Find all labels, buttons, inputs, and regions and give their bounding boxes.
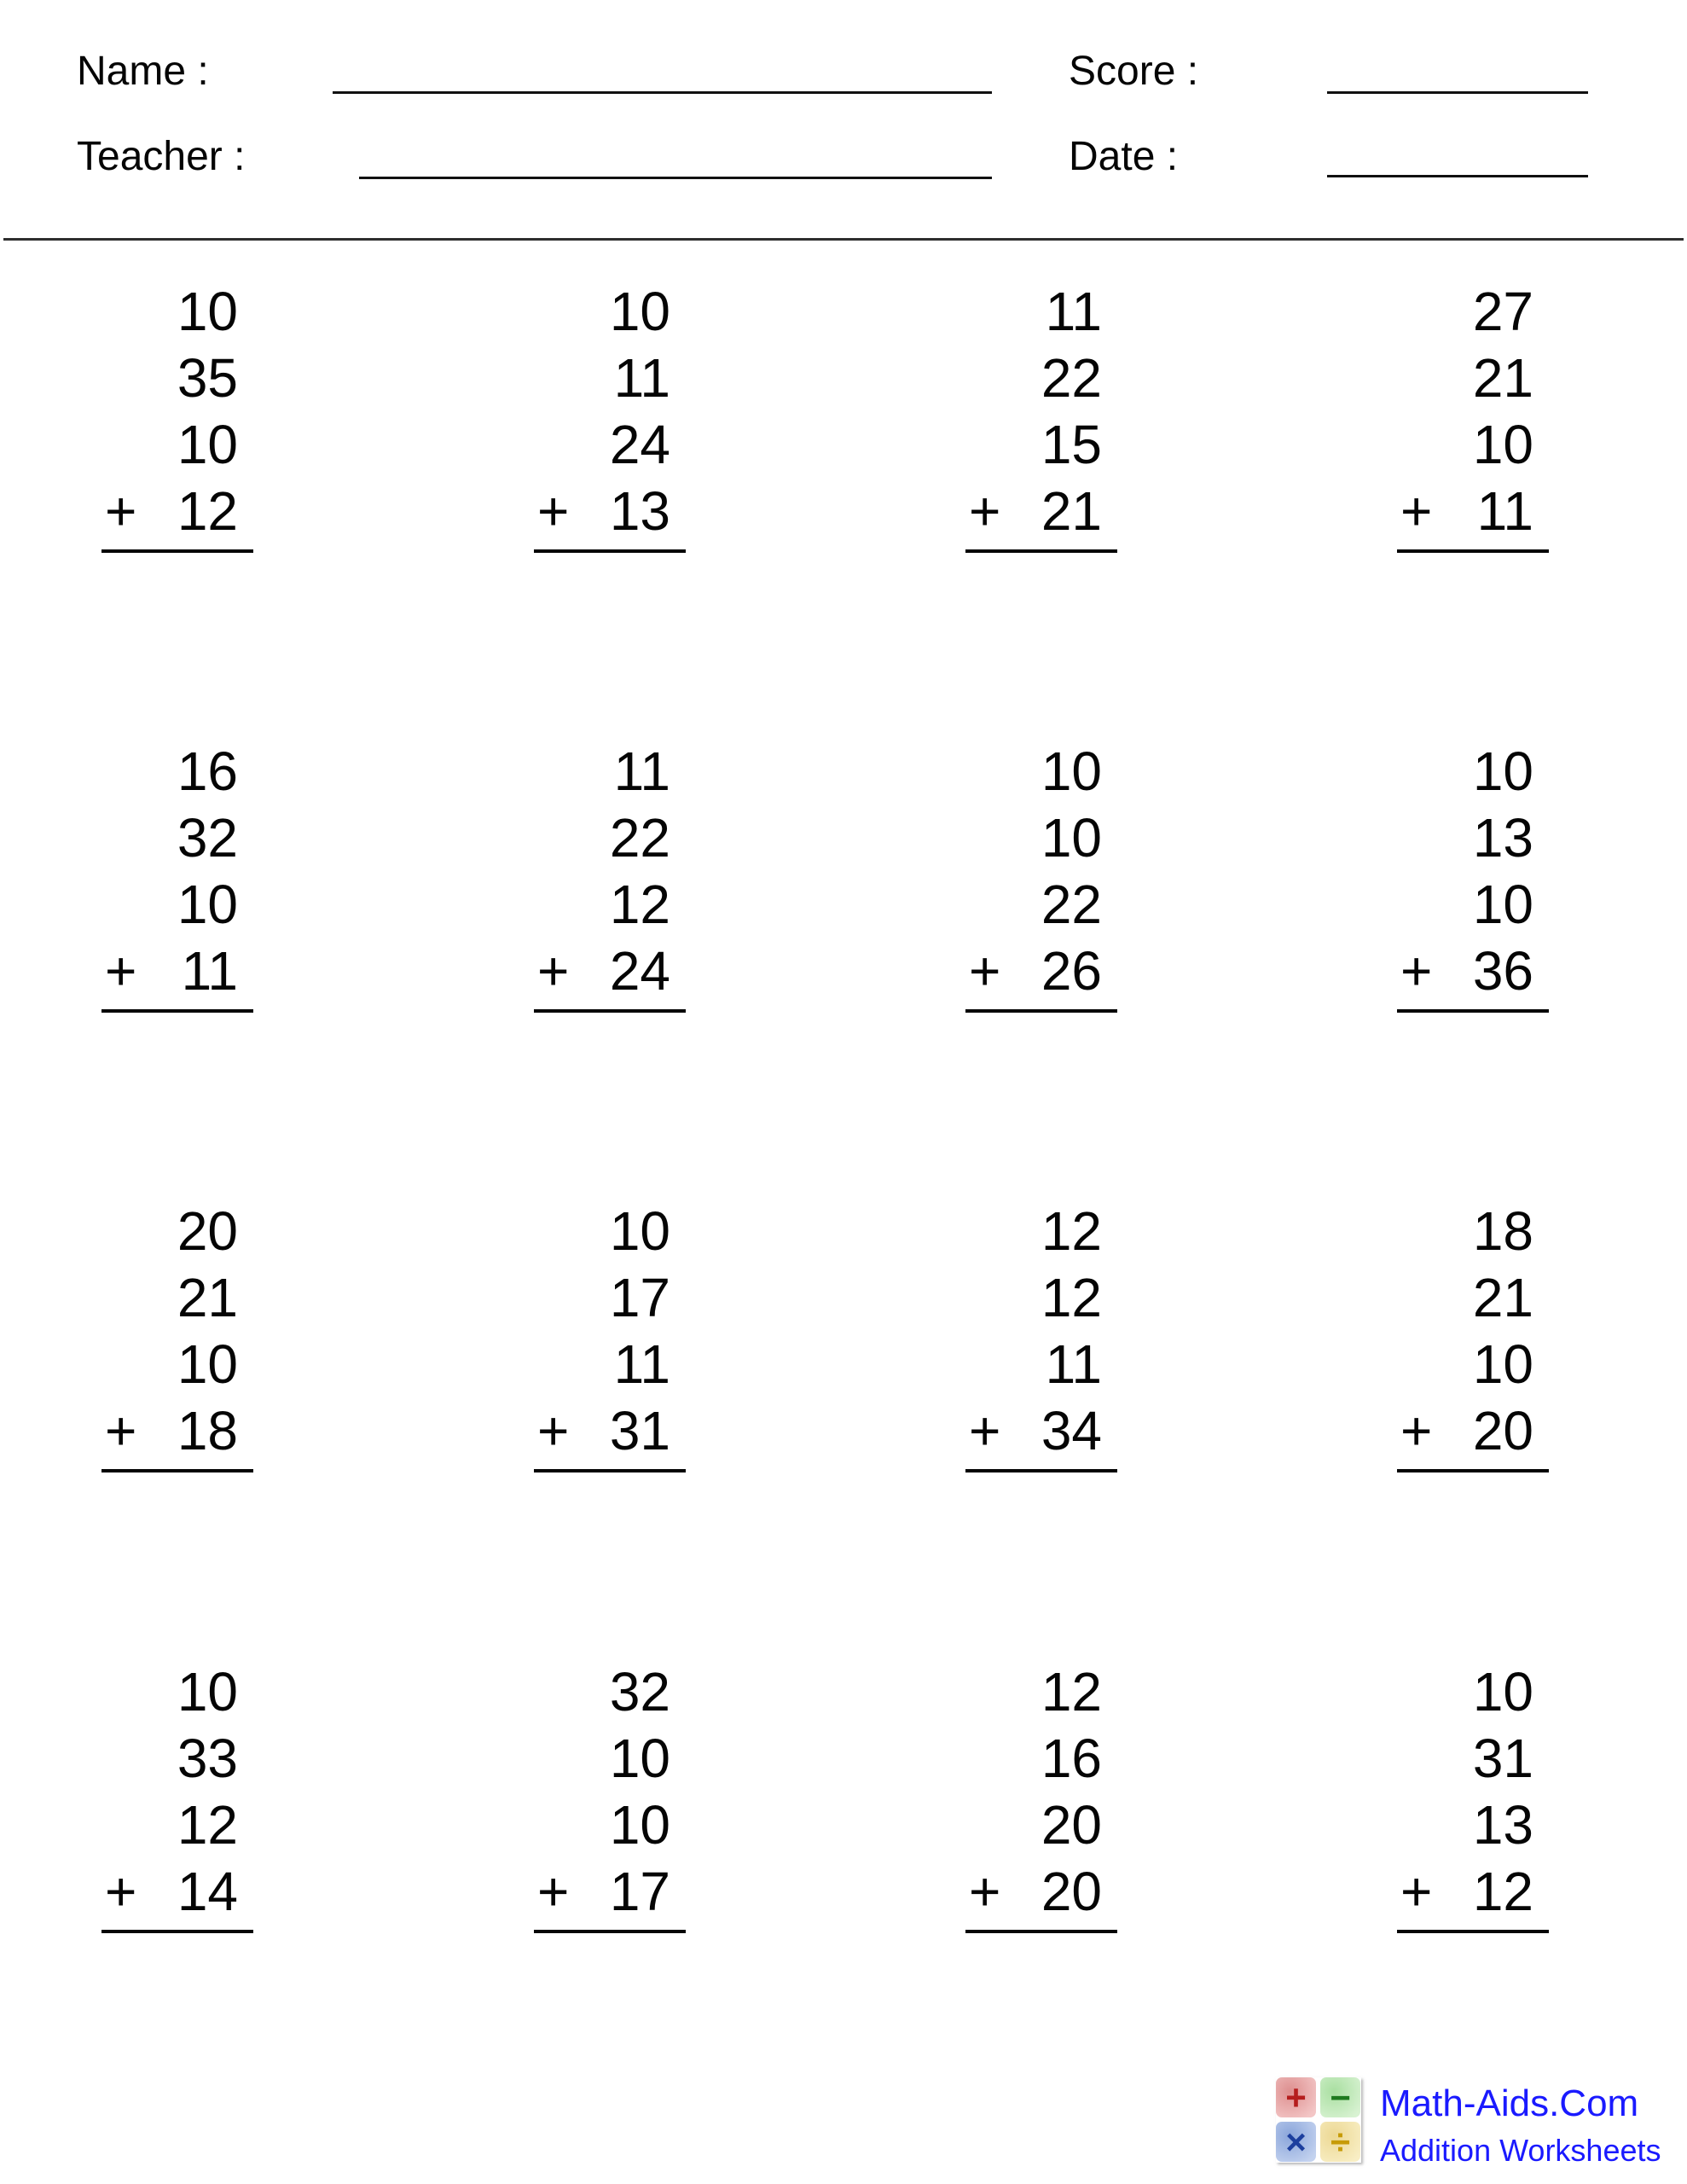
addend-value: 10 (609, 1200, 670, 1262)
answer-line (534, 1930, 686, 1933)
addend-value: 24 (609, 414, 670, 475)
multiply-icon: × (1276, 2122, 1316, 2162)
answer-line (1397, 1469, 1549, 1472)
addend-value: 11 (1476, 480, 1533, 542)
answer-line (965, 1930, 1117, 1933)
last-addend-row (534, 938, 686, 1004)
plus-operator-icon: + (969, 940, 1001, 1002)
answer-line (534, 1009, 686, 1013)
addend-value: 12 (1472, 1861, 1533, 1922)
addition-problem (965, 1658, 1117, 1933)
addend-value: 10 (1472, 414, 1533, 475)
addend-value: 11 (613, 1333, 670, 1395)
last-addend-row (1397, 1858, 1549, 1925)
addend-value: 21 (1472, 347, 1533, 409)
last-addend-row (965, 1858, 1117, 1925)
last-addend-row (965, 938, 1117, 1004)
addend-value: 12 (1041, 1200, 1102, 1262)
addend-value: 20 (1472, 1400, 1533, 1461)
addend-value: 10 (177, 874, 238, 935)
footer-branding (1276, 2077, 1661, 2169)
addend-value: 17 (609, 1267, 670, 1328)
addend-value: 12 (609, 874, 670, 935)
addition-problem (1397, 738, 1549, 1013)
addend-value: 10 (609, 281, 670, 342)
addend-value: 10 (1472, 874, 1533, 935)
last-addend-row (101, 1397, 253, 1464)
worksheet-type-label: Addition Worksheets (1380, 2133, 1661, 2168)
addend-value: 32 (177, 807, 238, 868)
addend-value: 33 (177, 1728, 238, 1789)
addend-value: 10 (177, 414, 238, 475)
addend-value: 36 (1472, 940, 1533, 1002)
addend-value: 11 (181, 940, 238, 1002)
addend-value: 12 (1041, 1267, 1102, 1328)
addend-value: 10 (177, 1333, 238, 1395)
addend-value: 20 (177, 1200, 238, 1262)
last-addend-row (965, 1397, 1117, 1464)
last-addend-row (1397, 1397, 1549, 1464)
addend-value: 34 (1041, 1400, 1102, 1461)
plus-operator-icon: + (1400, 1861, 1433, 1922)
addition-problem (1397, 1658, 1549, 1933)
footer-text (1380, 2077, 1661, 2169)
addend-value: 13 (609, 480, 670, 542)
addend-value: 27 (1472, 281, 1533, 342)
addend-value: 21 (1041, 480, 1102, 542)
teacher-label: Teacher : (77, 134, 246, 179)
addend-value: 18 (177, 1400, 238, 1461)
addition-problem (965, 1198, 1117, 1472)
addend-value: 26 (1041, 940, 1102, 1002)
plus-operator-icon: + (537, 480, 570, 542)
addend-value: 13 (1472, 807, 1533, 868)
addition-problem (101, 278, 253, 553)
last-addend-row (1397, 478, 1549, 544)
answer-line (101, 1469, 253, 1472)
addition-problem (534, 738, 686, 1013)
name-label: Name : (77, 49, 209, 94)
addend-value: 10 (1472, 1333, 1533, 1395)
addend-value: 32 (609, 1661, 670, 1722)
addend-value: 10 (1041, 807, 1102, 868)
addition-problem (101, 1658, 253, 1933)
answer-line (1397, 549, 1549, 553)
brand-name: Math-Aids.Com (1380, 2082, 1639, 2124)
addition-problem (1397, 1198, 1549, 1472)
addend-value: 22 (1041, 347, 1102, 409)
plus-operator-icon: + (969, 480, 1001, 542)
plus-operator-icon: + (105, 480, 137, 542)
plus-operator-icon: + (969, 1861, 1001, 1922)
answer-line (534, 1469, 686, 1472)
addend-value: 16 (177, 741, 238, 802)
plus-operator-icon: + (1400, 940, 1433, 1002)
last-addend-row (965, 478, 1117, 544)
addition-problem (965, 738, 1117, 1013)
math-aids-logo (1276, 2077, 1361, 2163)
answer-line (1397, 1009, 1549, 1013)
plus-icon: + (1276, 2077, 1316, 2117)
addend-value: 21 (177, 1267, 238, 1328)
plus-operator-icon: + (1400, 1400, 1433, 1461)
addend-value: 11 (613, 741, 670, 802)
last-addend-row (534, 1858, 686, 1925)
divide-icon: ÷ (1320, 2122, 1360, 2162)
addend-value: 31 (1472, 1728, 1533, 1789)
plus-operator-icon: + (969, 1400, 1001, 1461)
addend-value: 17 (609, 1861, 670, 1922)
addend-value: 12 (177, 480, 238, 542)
addition-problem (1397, 278, 1549, 553)
addend-value: 10 (177, 1661, 238, 1722)
addend-value: 13 (1472, 1794, 1533, 1856)
addend-value: 16 (1041, 1728, 1102, 1789)
addition-problem (101, 1198, 253, 1472)
addend-value: 10 (177, 281, 238, 342)
plus-operator-icon: + (105, 1400, 137, 1461)
addend-value: 12 (177, 1794, 238, 1856)
answer-line (101, 1930, 253, 1933)
addend-value: 24 (609, 940, 670, 1002)
addend-value: 22 (1041, 874, 1102, 935)
addend-value: 21 (1472, 1267, 1533, 1328)
last-addend-row (101, 478, 253, 544)
plus-operator-icon: + (105, 1861, 137, 1922)
addend-value: 15 (1041, 414, 1102, 475)
addition-problem (534, 1658, 686, 1933)
addition-problem (101, 738, 253, 1013)
plus-operator-icon: + (537, 1861, 570, 1922)
addition-problem (534, 278, 686, 553)
addend-value: 11 (1045, 281, 1102, 342)
answer-line (965, 1009, 1117, 1013)
addend-value: 20 (1041, 1794, 1102, 1856)
addend-value: 31 (609, 1400, 670, 1461)
addend-value: 10 (609, 1728, 670, 1789)
last-addend-row (534, 1397, 686, 1464)
last-addend-row (101, 938, 253, 1004)
addend-value: 11 (1045, 1333, 1102, 1395)
date-label: Date : (1069, 134, 1179, 179)
answer-line (101, 549, 253, 553)
plus-operator-icon: + (1400, 480, 1433, 542)
last-addend-row (534, 478, 686, 544)
addend-value: 20 (1041, 1861, 1102, 1922)
score-label: Score : (1069, 49, 1199, 94)
answer-line (101, 1009, 253, 1013)
addend-value: 12 (1041, 1661, 1102, 1722)
addition-problem (965, 278, 1117, 553)
plus-operator-icon: + (537, 1400, 570, 1461)
last-addend-row (1397, 938, 1549, 1004)
minus-icon: − (1320, 2077, 1360, 2117)
answer-line (965, 1469, 1117, 1472)
addend-value: 11 (613, 347, 670, 409)
addend-value: 10 (1041, 741, 1102, 802)
addition-problem (534, 1198, 686, 1472)
addend-value: 14 (177, 1861, 238, 1922)
addend-value: 22 (609, 807, 670, 868)
addend-value: 35 (177, 347, 238, 409)
addend-value: 18 (1472, 1200, 1533, 1262)
answer-line (534, 549, 686, 553)
addend-value: 10 (1472, 741, 1533, 802)
plus-operator-icon: + (105, 940, 137, 1002)
answer-line (1397, 1930, 1549, 1933)
answer-line (965, 549, 1117, 553)
addend-value: 10 (609, 1794, 670, 1856)
addend-value: 10 (1472, 1661, 1533, 1722)
plus-operator-icon: + (537, 940, 570, 1002)
last-addend-row (101, 1858, 253, 1925)
